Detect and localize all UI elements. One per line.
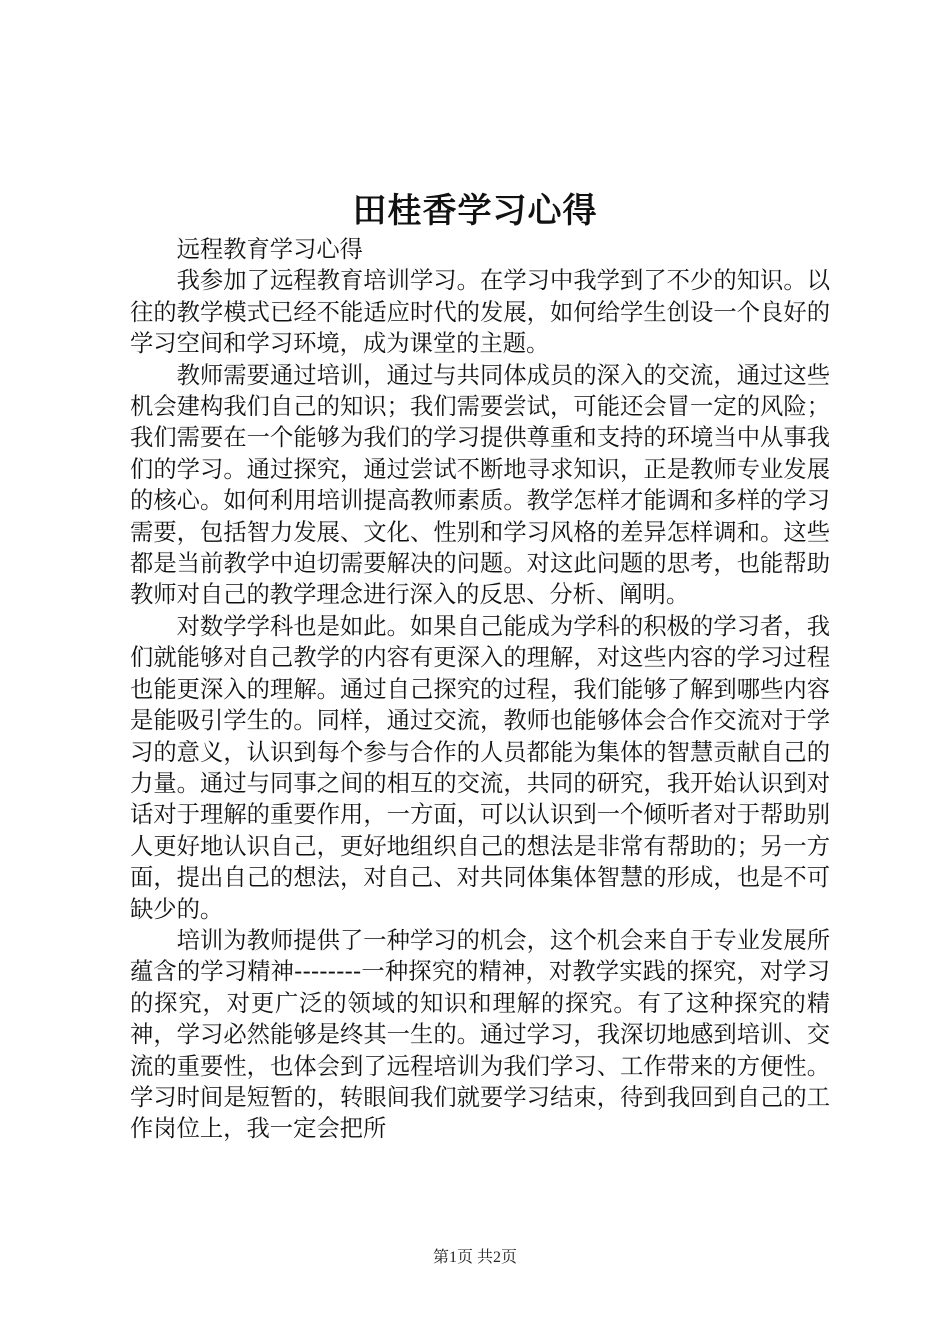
document-title: 田桂香学习心得 <box>352 191 598 231</box>
paragraph-2: 教师需要通过培训，通过与共同体成员的深入的交流，通过这些机会建构我们自己的知识；我们需要尝试，可能还会冒一定的风险；我们需要在一个能够为我们的学习提供尊重和支持的环境当中从事我们的学习。通过探究，通过尝试不断地寻求知识，正是教师专业发展的核心。如何利用培训提高教师素质。教学怎样才能调和多样的学习需要，包括智力发展、文化、性别和学习风格的差异怎样调和。这些都是当前教学中迫切需要解决的问题。对这此问题的思考，也能帮助教师对自己的教学理念进行深入的反思、分析、阐明。 <box>130 361 830 609</box>
subtitle: 远程教育学习心得 <box>176 236 363 263</box>
paragraph-3: 对数学学科也是如此。如果自己能成为学科的积极的学习者，我们就能够对自己教学的内容有更深入的理解，对这些内容的学习过程也能更深入的理解。通过自己探究的过程，我们能够了解到哪些内容是能吸引学生的。同样，通过交流，教师也能够体会合作交流对于学习的意义，认识到每个参与合作的人员都能为集体的智慧贡献自己的力量。通过与同事之间的相互的交流，共同的研究，我开始认识到对话对于理解的重要作用，一方面，可以认识到一个倾听者对于帮助别人更好地认识自己，更好地组织自己的想法是非常有帮助的；另一方面，提出自己的想法，对自己、对共同体集体智慧的形成，也是不可缺少的。 <box>130 612 830 923</box>
paragraph-4: 培训为教师提供了一种学习的机会，这个机会来自于专业发展所蕴含的学习精神--------一种探究的精神，对教学实践的探究，对学习的探究，对更广泛的领域的知识和理解的探究。有了这种探究的精神，学习必然能够是终其一生的。通过学习，我深切地感到培训、交流的重要性，也体会到了远程培训为我们学习、工作带来的方便性。学习时间是短暂的，转眼间我们就要学习结束，待到我回到自己的工作岗位上，我一定会把所 <box>130 926 830 1143</box>
paragraph-1: 我参加了远程教育培训学习。在学习中我学到了不少的知识。以往的教学模式已经不能适应时代的发展，如何给学生创设一个良好的学习空间和学习环境，成为课堂的主题。 <box>130 267 830 358</box>
page-number-footer: 第1页 共2页 <box>432 1249 517 1266</box>
document-body <box>130 234 830 1145</box>
